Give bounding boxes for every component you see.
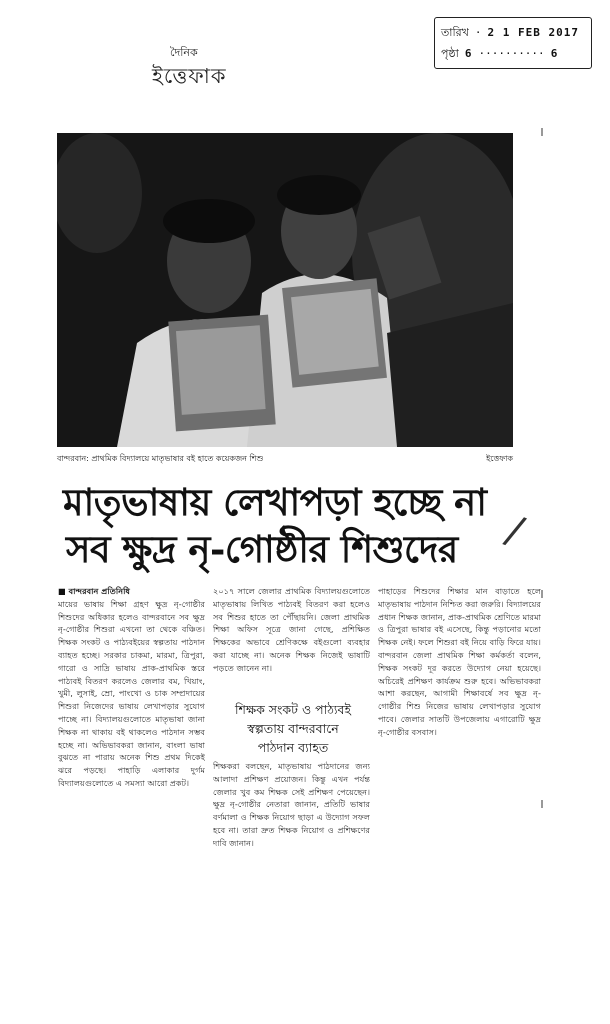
slash-mark: / (499, 507, 530, 555)
photo-caption-row (57, 453, 513, 466)
article-text-col1: মায়ের ভাষায় শিক্ষা গ্রহণ ক্ষুদ্র নৃ-গোষ্ঠীর শিশুদের অধিকার হলেও বান্দরবানে সব ক্ষুদ্র নৃ-গোষ্ঠীর শিশুরা এখনো তা থেকে বঞ্চিত। শিক্ষক সংকট ও পাঠ্যবইয়ের স্বল্পতায় পাঠদান ব্যাহত হচ্ছে। সরকার চাকমা, মারমা, ত্রিপুরা, গারো ও সাদ্রি ভাষায় প্রাক-প্রাথমিক স্তরে পাঠ্যবই বিতরণ করলেও জেলার বম, খিয়াং, খুমী, লুসাই, ম্রো, পাংখো ও চাক সম্প্রদায়ের শিশুরা নিজেদের ভাষায় লেখাপড়ার সুযোগ পাচ্ছে না। বিদ্যালয়গুলোতে মাতৃভাষা জানা শিক্ষক না থাকায় বই থাকলেও পাঠদান সম্ভব হচ্ছে না। অভিভাবকরা জানান, বাংলা ভাষা বুঝতে না পারায় অনেক শিশু প্রথম দিকেই ঝরে পড়ছে। পাহাড়ি এলাকার দুর্গম বিদ্যালয়গুলোতে এ সমস্যা আরো প্রকট। (58, 598, 205, 788)
stamp-page-value: 6 (464, 47, 473, 60)
headline (60, 480, 560, 574)
article-column-2: ২০১৭ সালে জেলার প্রাথমিক বিদ্যালয়গুলোতে মাতৃভাষায় লিখিত পাঠ্যবই বিতরণ করা হলেও সব শিশুর হাতে তা পৌঁছায়নি। জেলা প্রাথমিক শিক্ষা অফিস সূত্রে জানা গেছে, প্রশিক্ষিত শিক্ষকের অভাবে শ্রেণিকক্ষে বইগুলো ব্যবহার করা যাচ্ছে না। অনেক শিক্ষক নিজেই ভাষাটি পড়তে জানেন না। (213, 586, 370, 673)
boxed-subheadline (222, 700, 364, 757)
children-holding-books-image (57, 133, 513, 447)
newspaper-masthead: ইত্তেফাক (152, 64, 227, 88)
article-column-1 (58, 585, 205, 917)
margin-mark (541, 590, 543, 598)
margin-mark (541, 128, 543, 136)
headline-line-2: সব ক্ষুদ্র নৃ-গোষ্ঠীর শিশুদের (66, 527, 458, 571)
photo-caption: বান্দরবান: প্রাথমিক বিদ্যালয়ে মাতৃভাষার বই হাতে কয়েকজন শিশু (57, 454, 264, 463)
news-photo (57, 133, 513, 447)
article-byline: ■ বান্দরবান প্রতিনিধি (58, 586, 131, 596)
stamp-column-value: 6 (550, 47, 559, 60)
article-column-2b: শিক্ষকরা বলছেন, মাতৃভাষায় পাঠদানের জন্য আলাদা প্রশিক্ষণ প্রয়োজন। কিন্তু এখন পর্যন্ত জেলার খুব কম শিক্ষক সেই প্রশিক্ষণ পেয়েছেন। ক্ষুদ্র নৃ-গোষ্ঠীর নেতারা জানান, প্রতিটি ভাষার বর্ণমালা ও শিক্ষক নিয়োগ ছাড়া এ উদ্যোগ সফল হবে না। তারা দ্রুত শিক্ষক নিয়োগ ও প্রশিক্ষণের দাবি জানান। (213, 761, 370, 848)
subhead-line-2: স্বল্পতায় বান্দরবানে (247, 721, 339, 736)
stamp-page-row: পৃষ্ঠা 6 ·········· 6 (441, 43, 585, 64)
stamp-date-row: তারিখ · 2 1 FEB 2017 (441, 22, 585, 43)
margin-mark (541, 800, 543, 808)
subhead-line-1: শিক্ষক সংকট ও পাঠ্যবই (234, 702, 352, 717)
stamp-date-value: 2 1 FEB 2017 (487, 26, 579, 39)
photo-credit: ইত্তেফাক (486, 454, 513, 463)
masthead-label: দৈনিক (170, 46, 198, 59)
clipping-stamp (434, 17, 592, 69)
stamp-page-label: পৃষ্ঠা (441, 47, 459, 60)
subhead-line-3: পাঠদান ব্যাহত (257, 740, 329, 755)
stamp-date-label: তারিখ (441, 26, 469, 39)
article-column-3: পাহাড়ের শিশুদের শিক্ষার মান বাড়াতে হলে মাতৃভাষায় পাঠদান নিশ্চিত করা জরুরি। বিদ্যালয়ের প্রধান শিক্ষক জানান, প্রাক-প্রাথমিক শ্রেণিতে মারমা ও ত্রিপুরা ভাষার বই এসেছে, কিন্তু পড়ানোর মতো শিক্ষক নেই। ফলে শিশুরা বই নিয়ে বাড়ি ফিরে যায়। বান্দরবান জেলা প্রাথমিক শিক্ষা কর্মকর্তা বলেন, শিক্ষক সংকট দূর করতে উদ্যোগ নেয়া হয়েছে। অচিরেই প্রশিক্ষণ কার্যক্রম শুরু হবে। অভিভাবকরা আশা করছেন, আগামী শিক্ষাবর্ষে সব ক্ষুদ্র নৃ-গোষ্ঠীর শিশু নিজের ভাষায় লেখাপড়ার সুযোগ পাবে। জেলার সাতটি উপজেলায় এগারোটি ক্ষুদ্র নৃ-গোষ্ঠীর বসবাস। (378, 586, 541, 737)
headline-line-1: মাতৃভাষায় লেখাপড়া হচ্ছে না (63, 480, 487, 524)
